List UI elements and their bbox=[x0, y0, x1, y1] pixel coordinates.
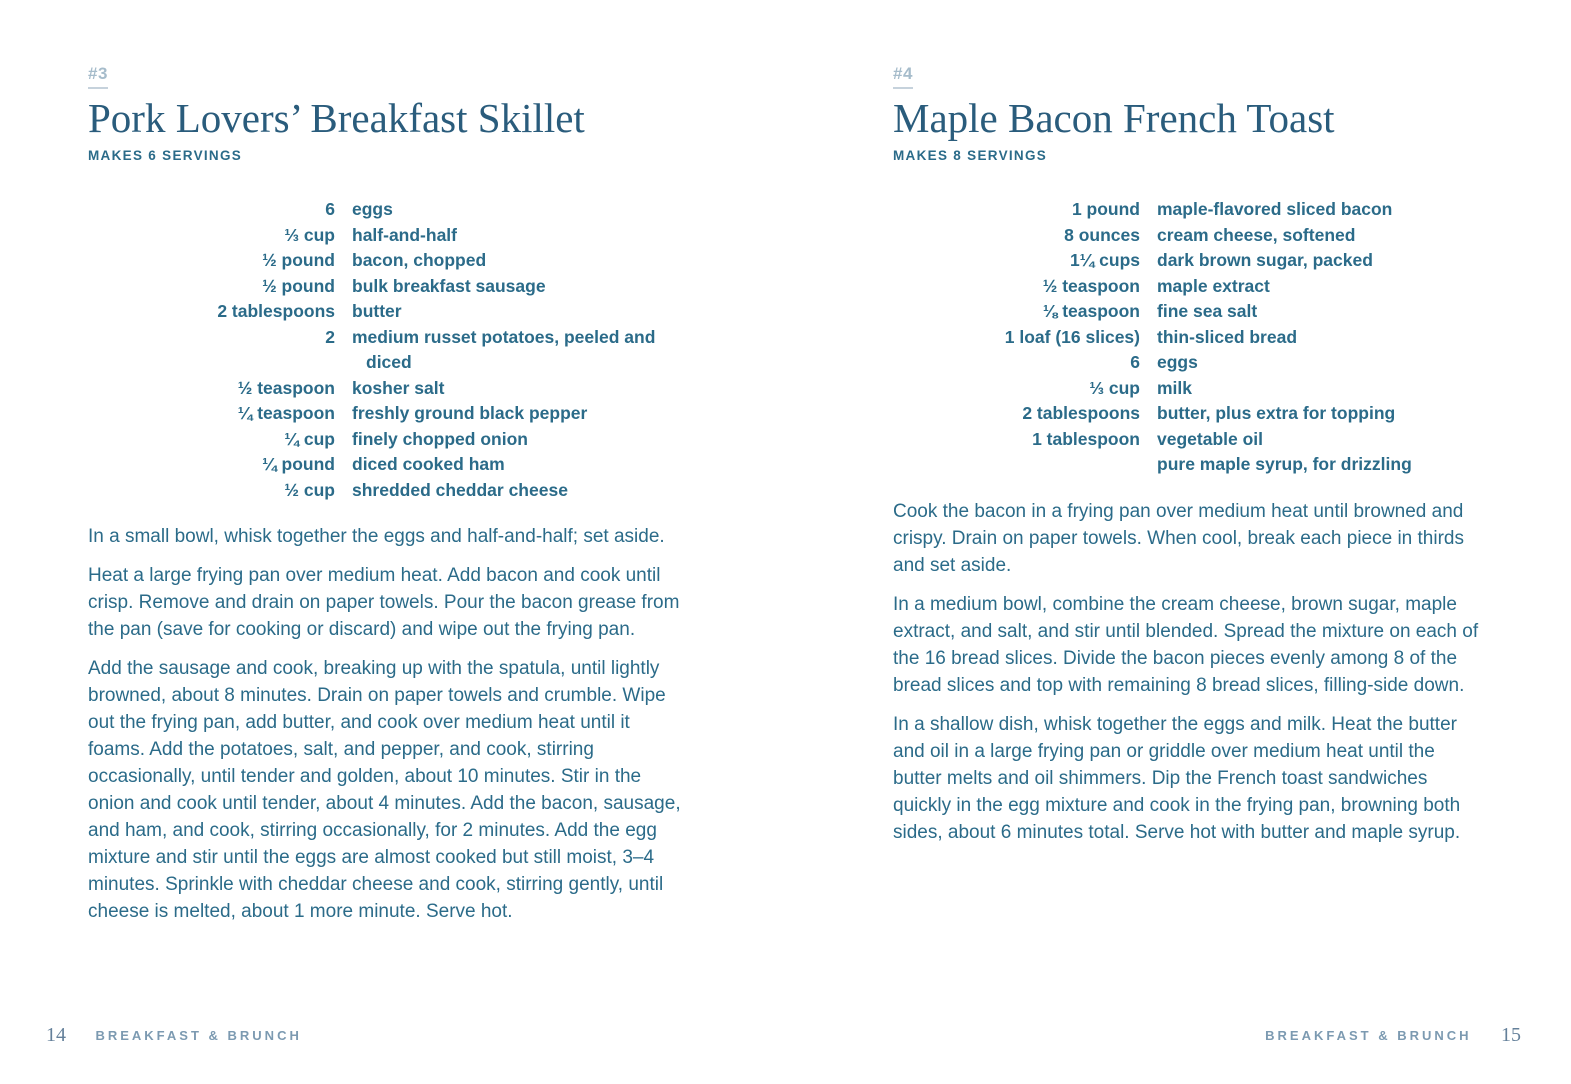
ingredient-name: half-and-half bbox=[352, 224, 457, 245]
instruction-paragraph: In a medium bowl, combine the cream cheese, brown sugar, maple extract, and salt, and stir until blended. Spread the mixture on each of the 16 bread slices. Divide the bacon pieces evenly among 8 of the bread slices and top with remaining 8 bread slices, filling-side down. bbox=[893, 593, 1479, 696]
recipe-title: Pork Lovers’ Breakfast Skillet bbox=[88, 95, 585, 141]
instruction-paragraph: Cook the bacon in a frying pan over medium heat until browned and crispy. Drain on paper towels. When cool, break each piece in thirds and set aside. bbox=[893, 500, 1464, 576]
ingredient-row bbox=[893, 401, 1493, 427]
recipe-page-left bbox=[88, 64, 688, 937]
footer-right bbox=[1265, 1024, 1521, 1047]
ingredient-name: butter, plus extra for topping bbox=[1157, 403, 1396, 424]
ingredient-row bbox=[88, 427, 688, 453]
ingredients-list bbox=[88, 197, 688, 503]
ingredient-name: bacon, chopped bbox=[352, 250, 487, 271]
ingredient-quantity: 2 bbox=[325, 326, 335, 347]
recipe-title: Maple Bacon French Toast bbox=[893, 95, 1335, 141]
ingredient-row bbox=[893, 350, 1493, 376]
section-label: BREAKFAST & BRUNCH bbox=[1265, 1028, 1472, 1043]
ingredient-row bbox=[88, 452, 688, 478]
ingredient-name: thin-sliced bread bbox=[1157, 326, 1298, 347]
ingredient-name: diced cooked ham bbox=[352, 454, 505, 475]
section-label: BREAKFAST & BRUNCH bbox=[95, 1028, 302, 1043]
ingredient-quantity: ⅓ cup bbox=[284, 224, 335, 245]
instruction-paragraph: Add the sausage and cook, breaking up with the spatula, until lightly browned, about 8 minutes. Drain on paper towels and crumble. Wipe out the frying pan, add butter, and cook over medium heat until it foams. Add the potatoes, salt, and pepper, and cook, stirring occasionally, until tender and golden, about 10 minutes. Stir in the onion and cook until tender, about 4 minutes. Add the bacon, sausage, and ham, and cook, stirring occasionally, for 2 minutes. Add the egg mixture and stir until the eggs are almost cooked but still moist, 3–4 minutes. Sprinkle with cheddar cheese and cook, stirring gently, until cheese is melted, about 1 more minute. Serve hot. bbox=[88, 658, 681, 923]
ingredient-quantity: ⅛ teaspoon bbox=[1042, 301, 1140, 322]
page-number: 14 bbox=[46, 1024, 66, 1046]
ingredient-name: eggs bbox=[1157, 352, 1198, 373]
ingredient-quantity: ⅓ cup bbox=[1089, 377, 1140, 398]
ingredient-row bbox=[88, 401, 688, 427]
ingredient-row bbox=[88, 376, 688, 402]
ingredient-row bbox=[893, 325, 1493, 351]
ingredient-quantity bbox=[893, 452, 1140, 478]
recipe-number-label: #3 bbox=[88, 64, 108, 89]
ingredient-name: milk bbox=[1157, 377, 1193, 398]
ingredient-quantity: ½ cup bbox=[284, 479, 335, 500]
ingredient-row bbox=[893, 452, 1493, 478]
ingredient-name: bulk breakfast sausage bbox=[352, 275, 546, 296]
footer-left bbox=[46, 1024, 302, 1047]
ingredient-quantity: ½ pound bbox=[262, 275, 335, 296]
ingredient-name: maple extract bbox=[1157, 275, 1270, 296]
ingredient-quantity: ¼ pound bbox=[262, 454, 335, 475]
ingredient-quantity: 1 tablespoon bbox=[1032, 428, 1140, 449]
ingredient-quantity: 6 bbox=[1130, 352, 1140, 373]
ingredient-row bbox=[893, 274, 1493, 300]
ingredient-row bbox=[893, 248, 1493, 274]
ingredient-name: maple-flavored sliced bacon bbox=[1157, 199, 1393, 220]
recipe-number-label: #4 bbox=[893, 64, 913, 89]
ingredient-row bbox=[88, 325, 688, 376]
ingredient-quantity: ¼ teaspoon bbox=[237, 403, 335, 424]
ingredient-quantity: 2 tablespoons bbox=[1022, 403, 1140, 424]
ingredient-quantity: 2 tablespoons bbox=[217, 301, 335, 322]
ingredient-row bbox=[88, 274, 688, 300]
ingredient-row bbox=[893, 299, 1493, 325]
instruction-paragraph: In a small bowl, whisk together the eggs and half-and-half; set aside. bbox=[88, 526, 665, 548]
ingredient-name: medium russet potatoes, peeled and diced bbox=[352, 326, 656, 373]
ingredient-quantity: 1 pound bbox=[1071, 199, 1140, 220]
ingredient-row bbox=[893, 197, 1493, 223]
ingredient-name: cream cheese, softened bbox=[1157, 224, 1356, 245]
ingredient-row bbox=[893, 427, 1493, 453]
ingredient-row bbox=[893, 223, 1493, 249]
ingredient-name: butter bbox=[352, 301, 402, 322]
instruction-paragraph: Heat a large frying pan over medium heat. Add bacon and cook until crisp. Remove and drain on paper towels. Pour the bacon grease from the pan (save for cooking or discard) and wipe out the frying pan. bbox=[88, 565, 680, 641]
ingredient-quantity: 1 loaf (16 slices) bbox=[1004, 326, 1140, 347]
recipe-page-right bbox=[893, 64, 1493, 858]
ingredient-quantity: 8 ounces bbox=[1064, 224, 1140, 245]
ingredient-quantity: ½ teaspoon bbox=[237, 377, 335, 398]
instructions bbox=[88, 523, 688, 925]
ingredients-list bbox=[893, 197, 1493, 478]
ingredient-name: dark brown sugar, packed bbox=[1157, 250, 1373, 271]
servings-line: MAKES 8 SERVINGS bbox=[893, 148, 1048, 164]
ingredient-name: finely chopped onion bbox=[352, 428, 528, 449]
instructions bbox=[893, 498, 1493, 846]
page-number: 15 bbox=[1501, 1024, 1521, 1046]
ingredient-name: pure maple syrup, for drizzling bbox=[1157, 454, 1412, 475]
ingredient-name: eggs bbox=[352, 199, 393, 220]
ingredient-row bbox=[88, 299, 688, 325]
ingredient-name: kosher salt bbox=[352, 377, 445, 398]
ingredient-quantity: ¼ cup bbox=[284, 428, 335, 449]
ingredient-name: vegetable oil bbox=[1157, 428, 1264, 449]
ingredient-row bbox=[893, 376, 1493, 402]
servings-line: MAKES 6 SERVINGS bbox=[88, 148, 243, 164]
ingredient-quantity: 6 bbox=[325, 199, 335, 220]
ingredient-quantity: 1¼ cups bbox=[1069, 250, 1140, 271]
ingredient-quantity: ½ pound bbox=[262, 250, 335, 271]
ingredient-name: shredded cheddar cheese bbox=[352, 479, 568, 500]
ingredient-quantity: ½ teaspoon bbox=[1042, 275, 1140, 296]
ingredient-row bbox=[88, 248, 688, 274]
ingredient-row bbox=[88, 478, 688, 504]
ingredient-row bbox=[88, 223, 688, 249]
instruction-paragraph: In a shallow dish, whisk together the eggs and milk. Heat the butter and oil in a large frying pan or griddle over medium heat until the butter melts and oil shimmers. Dip the French toast sandwiches quickly in the egg mixture and cook in the frying pan, browning both sides, about 6 minutes total. Serve hot with butter and maple syrup. bbox=[893, 713, 1461, 843]
ingredient-name: freshly ground black pepper bbox=[352, 403, 588, 424]
ingredient-row bbox=[88, 197, 688, 223]
ingredient-name: fine sea salt bbox=[1157, 301, 1258, 322]
